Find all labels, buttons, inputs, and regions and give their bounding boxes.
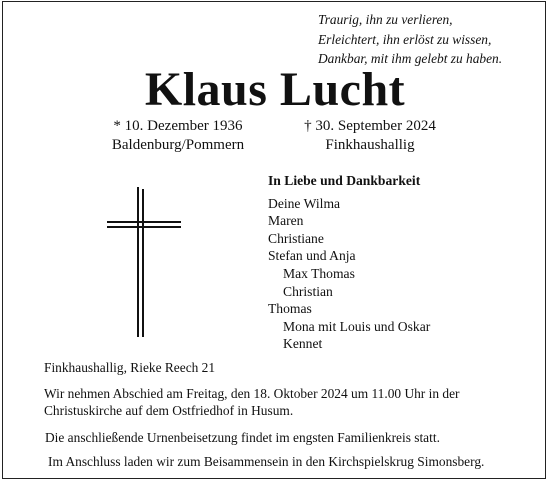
mourner-name: Deine Wilma bbox=[268, 195, 341, 211]
mourners-heading: In Liebe und Dankbarkeit bbox=[268, 173, 421, 188]
poem-line: Traurig, ihn zu verlieren, bbox=[318, 12, 453, 27]
urn-burial-notice: Die anschließende Urnenbeisetzung findet im engsten Familienkreis statt. bbox=[45, 429, 440, 445]
cross-icon bbox=[107, 187, 183, 337]
mourner-name: Thomas bbox=[268, 301, 312, 317]
service-details bbox=[44, 359, 484, 471]
mourner-name: Maren bbox=[268, 213, 304, 229]
poem-line: Dankbar, mit ihm gelebt zu haben. bbox=[318, 51, 503, 67]
funeral-line: Christuskirche auf dem Ostfriedhof in Husum. bbox=[44, 403, 294, 418]
mourner-name: Stefan und Anja bbox=[268, 248, 356, 264]
mourners-list bbox=[268, 172, 430, 353]
mourner-name: Mona mit Louis und Oskar bbox=[283, 318, 431, 334]
death-info bbox=[290, 117, 450, 155]
mourner-name: Christiane bbox=[268, 230, 324, 246]
birth-info bbox=[92, 117, 264, 155]
memorial-poem bbox=[318, 10, 502, 69]
mourner-name: Christian bbox=[283, 283, 333, 299]
reception-notice: Im Anschluss laden wir zum Beisammensein in den Kirchspielskrug Simonsberg. bbox=[48, 454, 485, 469]
mourner-name: Max Thomas bbox=[283, 265, 355, 281]
death-place: Finkhaushallig bbox=[325, 137, 415, 153]
birth-date: * 10. Dezember 1936 bbox=[113, 118, 243, 134]
deceased-name: Klaus Lucht bbox=[144, 63, 406, 116]
poem-line: Erleichtert, ihn erlöst zu wissen, bbox=[318, 31, 492, 47]
address: Finkhaushallig, Rieke Reech 21 bbox=[44, 360, 216, 375]
funeral-notice bbox=[44, 385, 484, 420]
mourner-name: Kennet bbox=[283, 336, 323, 352]
death-date: † 30. September 2024 bbox=[304, 118, 436, 134]
funeral-line: Wir nehmen Abschied am Freitag, den 18. Oktober 2024 um 11.00 Uhr in der bbox=[44, 385, 460, 401]
birth-place: Baldenburg/Pommern bbox=[111, 137, 245, 153]
